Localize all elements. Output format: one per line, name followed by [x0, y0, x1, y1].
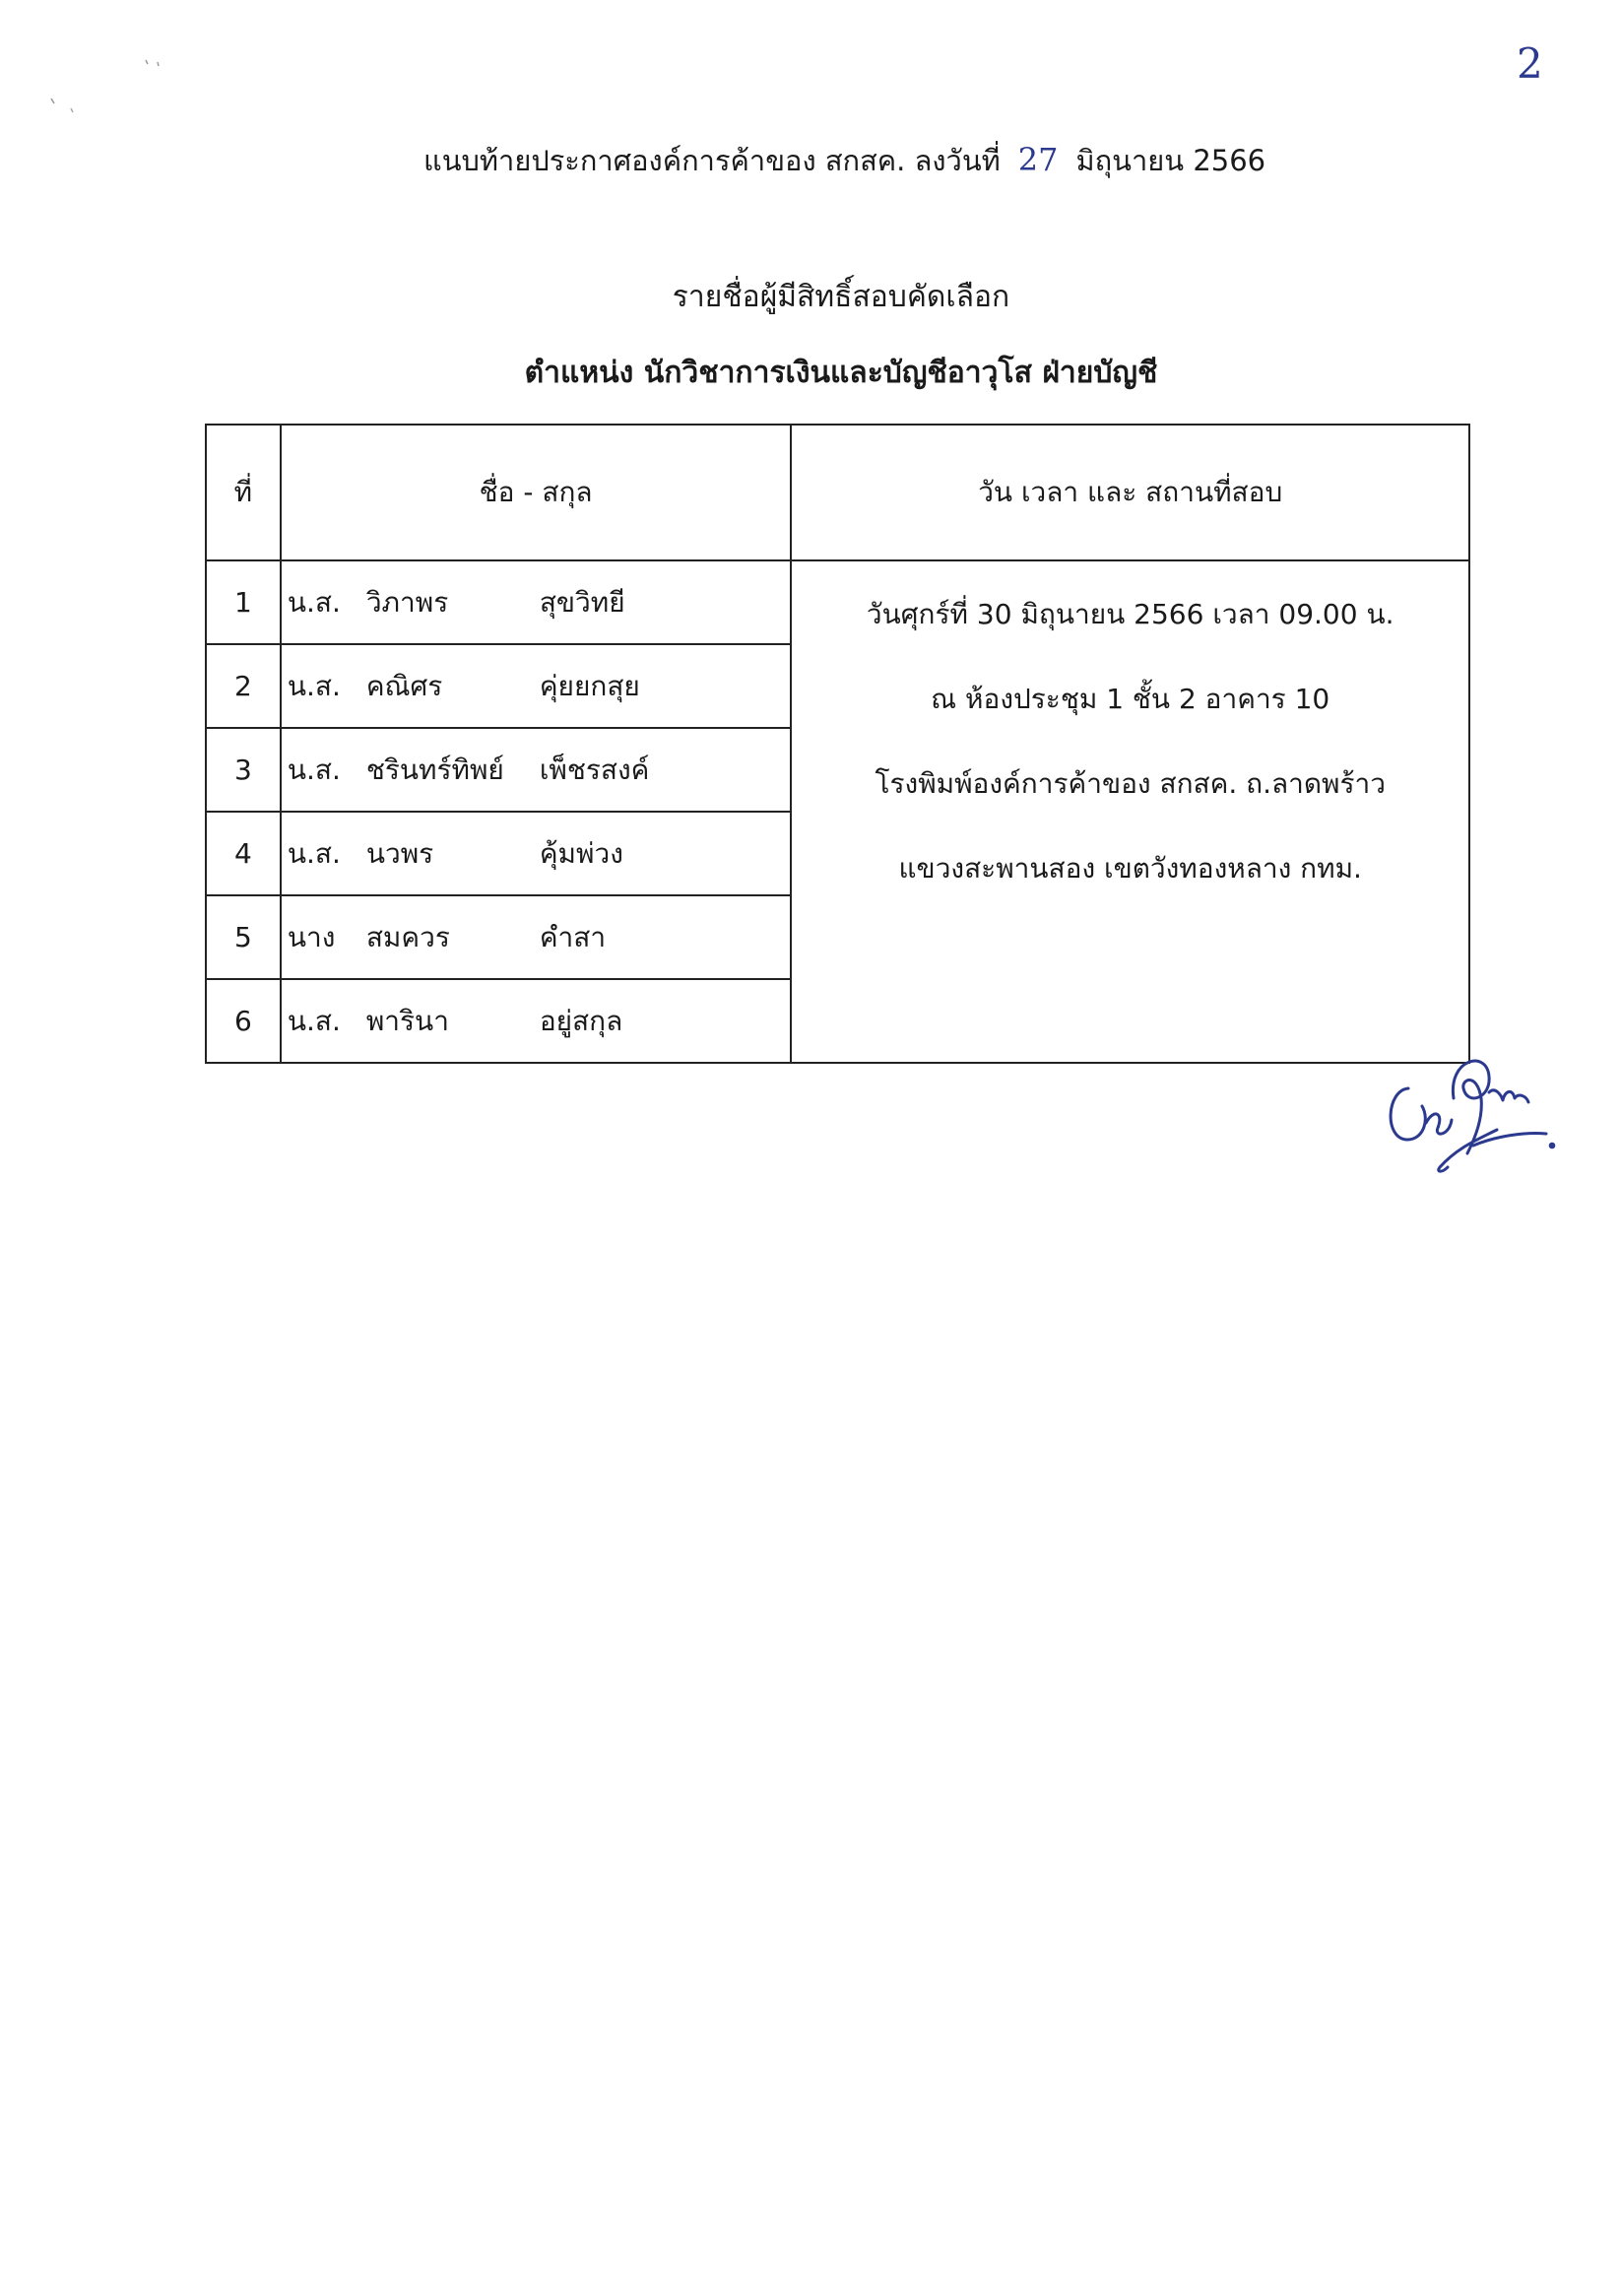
signature — [1379, 1029, 1566, 1197]
name-title: น.ส. — [287, 585, 341, 619]
last-name: เพ็ชรสงค์ — [539, 753, 650, 786]
row-name — [281, 560, 792, 644]
attachment-prefix: แนบท้ายประกาศองค์การค้าของ สกสค. ลงวันที่ — [423, 144, 1001, 177]
list-title: รายชื่อผู้มีสิทธิ์สอบคัดเลือก — [672, 280, 1010, 314]
table-header-row — [206, 425, 1469, 560]
first-name: นวพร — [365, 836, 434, 870]
first-name: ชรินทร์ทิพย์ — [365, 753, 504, 786]
header-no: ที่ — [206, 425, 281, 560]
attachment-day: 27 — [1017, 141, 1059, 178]
table-row — [206, 560, 1469, 644]
exam-info-cell — [791, 560, 1469, 1063]
row-name — [281, 644, 792, 728]
name-title: น.ส. — [287, 1004, 341, 1037]
row-no: 1 — [206, 560, 281, 644]
row-no: 3 — [206, 728, 281, 812]
row-name — [281, 979, 792, 1063]
name-title: น.ส. — [287, 836, 341, 870]
last-name: คำสา — [539, 920, 607, 953]
row-no: 6 — [206, 979, 281, 1063]
attachment-month-year: มิถุนายน 2566 — [1075, 144, 1266, 177]
first-name: พารินา — [365, 1004, 449, 1037]
exam-district: แขวงสะพานสอง เขตวังทองหลาง กทม. — [898, 852, 1362, 885]
row-name — [281, 812, 792, 895]
row-no: 4 — [206, 812, 281, 895]
name-title: น.ส. — [287, 669, 341, 702]
last-name: คุ่ยยกสุย — [539, 669, 640, 702]
last-name: สุขวิทยี — [539, 585, 625, 619]
row-name — [281, 895, 792, 979]
header-info: วัน เวลา และ สถานที่สอบ — [791, 425, 1469, 560]
name-title: น.ส. — [287, 753, 341, 786]
candidate-table — [205, 424, 1470, 1064]
row-name — [281, 728, 792, 812]
exam-date-time: วันศุกร์ที่ 30 มิถุนายน 2566 เวลา 09.00 น. — [866, 598, 1394, 630]
page-number: 2 — [1517, 39, 1543, 88]
name-title: นาง — [287, 920, 336, 953]
exam-room: ณ ห้องประชุม 1 ชั้น 2 อาคาร 10 — [931, 683, 1330, 715]
attachment-line — [423, 138, 1310, 183]
last-name: อยู่สกุล — [539, 1004, 623, 1037]
row-no: 5 — [206, 895, 281, 979]
first-name: วิภาพร — [365, 585, 449, 619]
first-name: สมควร — [365, 920, 450, 953]
position-title: ตำแหน่ง นักวิชาการเงินและบัญชีอาวุโส ฝ่ายบัญชี — [524, 356, 1158, 390]
first-name: คณิศร — [365, 669, 443, 702]
row-no: 2 — [206, 644, 281, 728]
scan-specks — [39, 54, 177, 133]
header-name: ชื่อ - สกุล — [281, 425, 792, 560]
last-name: คุ้มพ่วง — [539, 836, 623, 870]
exam-building: โรงพิมพ์องค์การค้าของ สกสค. ถ.ลาดพร้าว — [875, 767, 1386, 800]
